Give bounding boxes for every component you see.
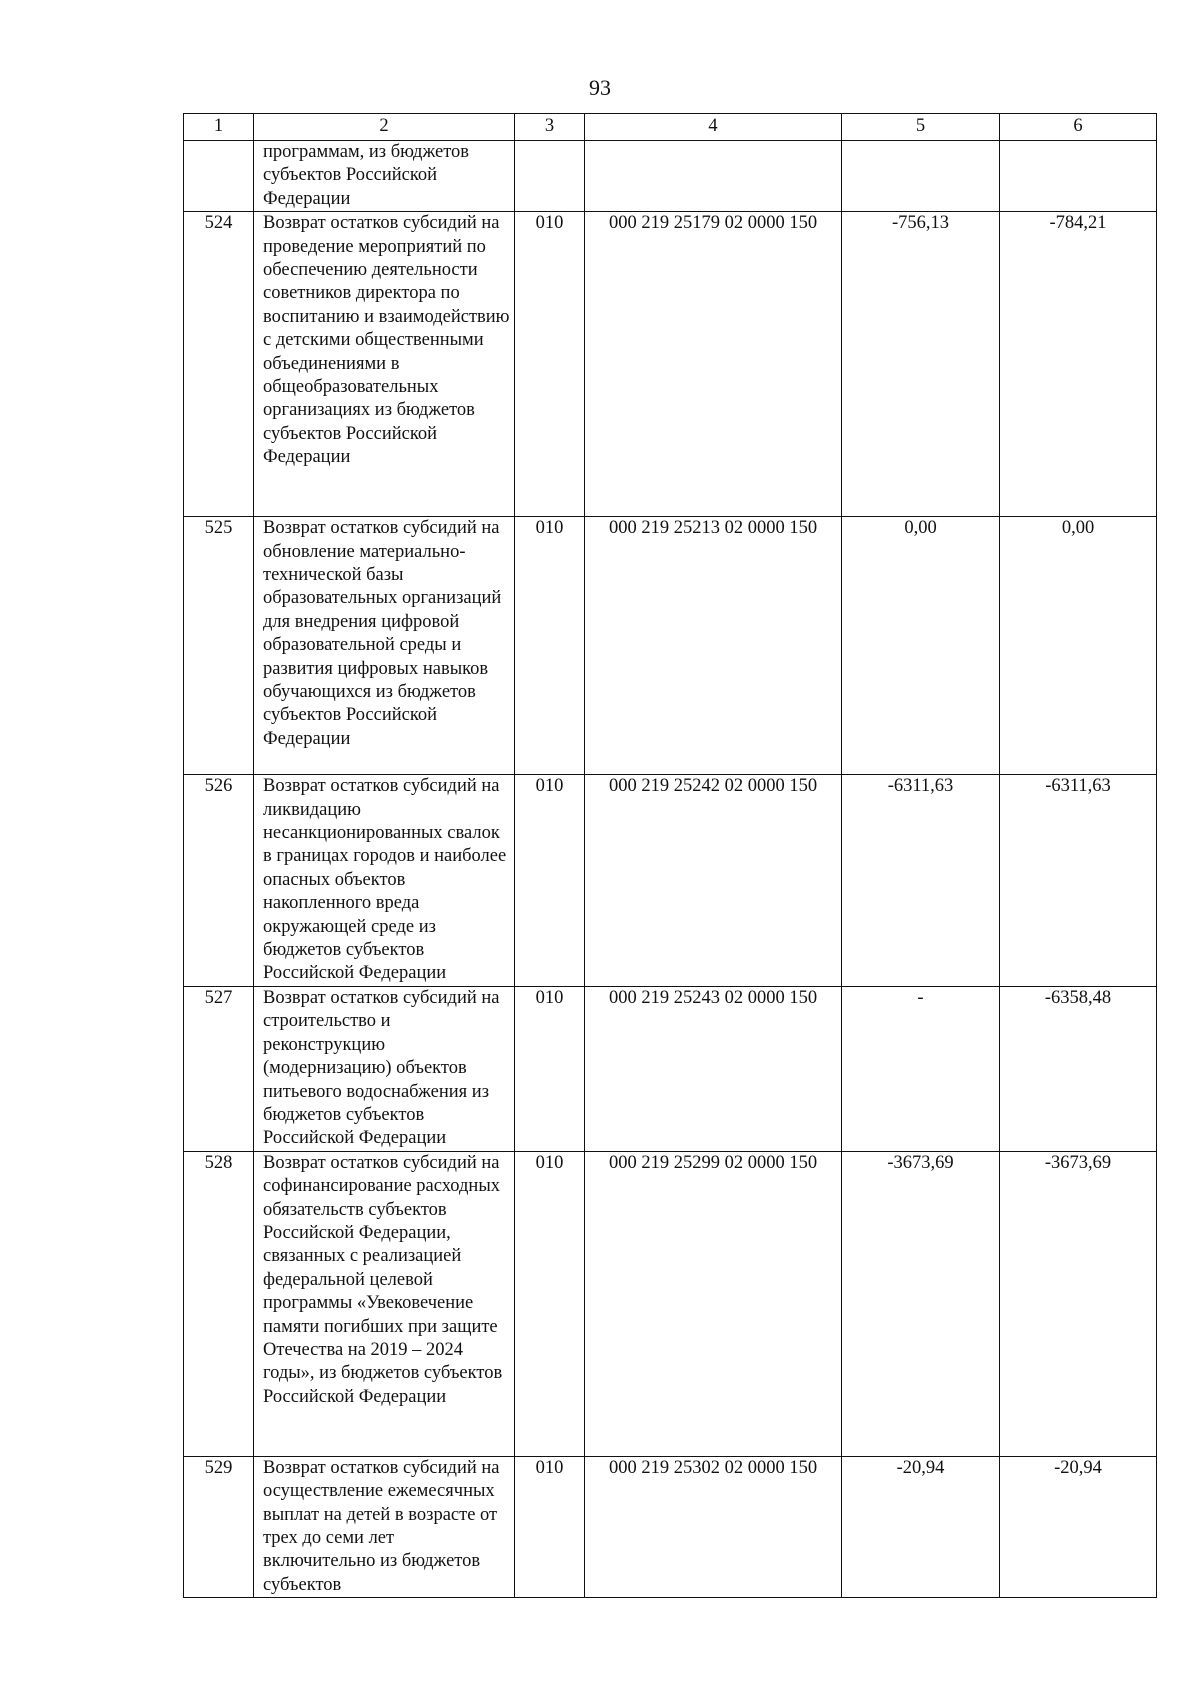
row-admin-code: 010 — [515, 1456, 585, 1597]
column-header: 5 — [842, 114, 1000, 141]
row-value-2: -784,21 — [1000, 212, 1157, 517]
table-row — [184, 1151, 1157, 1456]
row-value-1: -20,94 — [842, 1456, 1000, 1597]
table-row — [184, 212, 1157, 517]
row-value-1: - — [842, 986, 1000, 1151]
row-value-2: -3673,69 — [1000, 1151, 1157, 1456]
row-name: Возврат остатков субсидий на строительство и реконструкцию (модернизацию) объектов питьевого водоснабжения из бюджетов субъектов Российской Федерации — [254, 986, 515, 1151]
row-admin-code — [515, 141, 585, 212]
row-number: 527 — [184, 986, 254, 1151]
row-number: 526 — [184, 775, 254, 987]
row-budget-code: 000 219 25243 02 0000 150 — [585, 986, 842, 1151]
row-budget-code: 000 219 25179 02 0000 150 — [585, 212, 842, 517]
row-value-1: -756,13 — [842, 212, 1000, 517]
row-number: 529 — [184, 1456, 254, 1597]
row-name: Возврат остатков субсидий на проведение мероприятий по обеспечению деятельности советников директора по воспитанию и взаимодействию с детскими общественными объединениями в общеобразовательных организациях из бюджетов субъектов Российской Федерации — [254, 212, 515, 517]
table-row — [184, 517, 1157, 775]
row-name: Возврат остатков субсидий на софинансирование расходных обязательств субъектов Российской Федерации, связанных с реализацией федеральной целевой программы «Увековечение памяти погибших при защите Отечества на 2019 – 2024 годы», из бюджетов субъектов Российской Федерации — [254, 1151, 515, 1456]
column-header: 2 — [254, 114, 515, 141]
row-value-1: -6311,63 — [842, 775, 1000, 987]
row-value-2: 0,00 — [1000, 517, 1157, 775]
column-header: 3 — [515, 114, 585, 141]
budget-table — [183, 113, 1157, 1598]
table-row — [184, 986, 1157, 1151]
row-budget-code: 000 219 25299 02 0000 150 — [585, 1151, 842, 1456]
table-row — [184, 1456, 1157, 1597]
table-header-row — [184, 114, 1157, 141]
table-row — [184, 141, 1157, 212]
column-header: 1 — [184, 114, 254, 141]
row-admin-code: 010 — [515, 517, 585, 775]
row-value-2: -6311,63 — [1000, 775, 1157, 987]
column-header: 4 — [585, 114, 842, 141]
row-admin-code: 010 — [515, 775, 585, 987]
table-row — [184, 775, 1157, 987]
row-budget-code: 000 219 25302 02 0000 150 — [585, 1456, 842, 1597]
row-budget-code — [585, 141, 842, 212]
row-number: 525 — [184, 517, 254, 775]
row-number: 528 — [184, 1151, 254, 1456]
row-name: Возврат остатков субсидий на ликвидацию несанкционированных свалок в границах городов и наиболее опасных объектов накопленного вреда окружающей среде из бюджетов субъектов Российской Федерации — [254, 775, 515, 987]
row-value-2: -6358,48 — [1000, 986, 1157, 1151]
row-admin-code: 010 — [515, 986, 585, 1151]
row-name: программам, из бюджетов субъектов Российской Федерации — [254, 141, 515, 212]
row-budget-code: 000 219 25213 02 0000 150 — [585, 517, 842, 775]
row-admin-code: 010 — [515, 1151, 585, 1456]
row-value-1: -3673,69 — [842, 1151, 1000, 1456]
row-budget-code: 000 219 25242 02 0000 150 — [585, 775, 842, 987]
column-header: 6 — [1000, 114, 1157, 141]
row-admin-code: 010 — [515, 212, 585, 517]
row-value-1 — [842, 141, 1000, 212]
row-value-2 — [1000, 141, 1157, 212]
page-number: 93 — [589, 75, 611, 100]
row-number — [184, 141, 254, 212]
row-name: Возврат остатков субсидий на обновление материально-технической базы образовательных организаций для внедрения цифровой образовательной среды и развития цифровых навыков обучающихся из бюджетов субъектов Российской Федерации — [254, 517, 515, 775]
row-value-2: -20,94 — [1000, 1456, 1157, 1597]
row-value-1: 0,00 — [842, 517, 1000, 775]
row-name: Возврат остатков субсидий на осуществление ежемесячных выплат на детей в возрасте от трех до семи лет включительно из бюджетов субъектов — [254, 1456, 515, 1597]
row-number: 524 — [184, 212, 254, 517]
